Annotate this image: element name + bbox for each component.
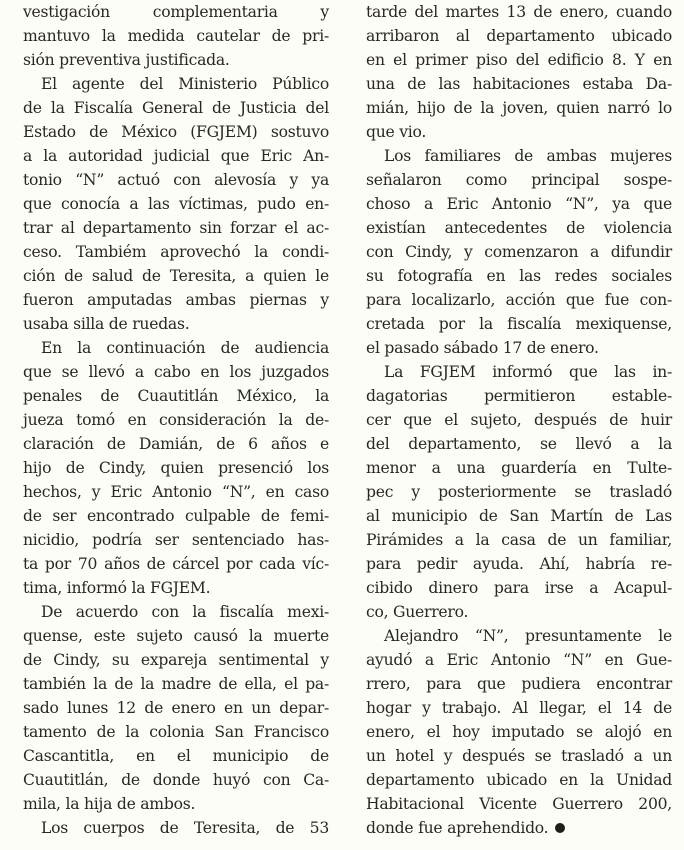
- text-line-content: sado lunes 12 de enero en un depar-: [23, 699, 329, 717]
- text-line-content: cretada por la fiscalía mexiquense,: [366, 315, 672, 333]
- article-column-left: [23, 0, 329, 840]
- text-line-content: Pirámides a la casa de un familiar,: [366, 531, 672, 549]
- text-line: [23, 96, 329, 120]
- text-line: [23, 816, 329, 840]
- text-line: [23, 144, 329, 168]
- text-line: [366, 120, 672, 144]
- text-line-content: cer que el sujeto, después de huir: [366, 411, 672, 429]
- text-line: [366, 216, 672, 240]
- text-line-content: quense, este sujeto causó la muerte: [23, 627, 329, 645]
- text-line-content: su fotografía en las redes sociales: [366, 267, 672, 285]
- text-line-content: de ser encontrado culpable de femi-: [23, 507, 329, 525]
- text-line: [366, 768, 672, 792]
- text-line: [366, 360, 672, 384]
- text-line: [366, 696, 672, 720]
- text-line: [366, 504, 672, 528]
- text-line-content: el pasado sábado 17 de enero.: [366, 339, 599, 357]
- text-line: [23, 528, 329, 552]
- text-line: [23, 456, 329, 480]
- text-line: [366, 600, 672, 624]
- text-line-content: nicidio, podría ser sentenciado has-: [23, 531, 329, 549]
- text-line-content: jueza tomó en consideración la de-: [23, 411, 329, 429]
- text-line: [23, 72, 329, 96]
- text-line: [23, 216, 329, 240]
- text-line-content: ayudó a Eric Antonio “N” en Gue-: [366, 651, 672, 669]
- text-line: [366, 816, 672, 840]
- text-line: [23, 360, 329, 384]
- text-line: [23, 696, 329, 720]
- text-line-content: enero, el hoy imputado se alojó en: [366, 723, 672, 741]
- text-line: [366, 744, 672, 768]
- text-line: [23, 600, 329, 624]
- text-line: [23, 312, 329, 336]
- text-line: [23, 672, 329, 696]
- text-line-content: mila, la hija de ambos.: [23, 795, 196, 813]
- text-line: [23, 480, 329, 504]
- text-line: [366, 72, 672, 96]
- text-line-content: de la Fiscalía General de Justicia del: [23, 99, 329, 117]
- text-line-content: claración de Damián, de 6 años e: [23, 435, 329, 453]
- text-line: [23, 792, 329, 816]
- text-line-content: tarde del martes 13 de enero, cuando: [366, 3, 672, 21]
- text-line-content: con Cindy, y comenzaron a difundir: [366, 243, 672, 261]
- text-line-content: tima, informó la FGJEM.: [23, 579, 211, 597]
- text-line-content: que vio.: [366, 123, 427, 141]
- text-line-content: ta por 70 años de cárcel por cada víc-: [23, 555, 329, 573]
- text-line-content: también la de la madre de ella, el pa-: [23, 675, 329, 693]
- text-line-content: hogar y trabajo. Al llegar, el 14 de: [366, 699, 672, 717]
- text-line: [366, 432, 672, 456]
- text-line-content: mián, hijo de la joven, quien narró lo: [366, 99, 672, 117]
- text-line: [366, 384, 672, 408]
- text-line-content: para pedir ayuda. Ahí, habría re-: [366, 555, 672, 573]
- text-line: [23, 504, 329, 528]
- text-line-content: ceso. Tambiém aprovechó la condi-: [23, 243, 329, 261]
- text-line-content: dagatorias permitieron estable-: [366, 387, 672, 405]
- text-line-content: En la continuación de audiencia: [41, 339, 329, 357]
- text-line-content: ción de salud de Teresita, a quien le: [23, 267, 329, 285]
- text-line-content: cibido dinero para irse a Acapul-: [366, 579, 672, 597]
- text-line-content: al municipio de San Martín de Las: [366, 507, 672, 525]
- text-line-content: señalaron como principal sospe-: [366, 171, 672, 189]
- text-line-content: La FGJEM informó que las in-: [384, 363, 672, 381]
- article-column-right: [366, 0, 672, 840]
- text-line-content: El agente del Ministerio Público: [41, 75, 329, 93]
- text-line-content: rrero, para que pudiera encontrar: [366, 675, 672, 693]
- text-line: [366, 336, 672, 360]
- text-line-content: arribaron al departamento ubicado: [366, 27, 672, 45]
- text-line-content: Cuautitlán, de donde huyó con Ca-: [23, 771, 329, 789]
- text-line: [23, 240, 329, 264]
- text-line-content: Los cuerpos de Teresita, de 53: [41, 819, 329, 837]
- text-line: [23, 624, 329, 648]
- text-line: [23, 24, 329, 48]
- text-line: [366, 48, 672, 72]
- end-of-article-bullet-icon: [555, 823, 565, 833]
- text-line: [366, 456, 672, 480]
- text-line: [23, 744, 329, 768]
- text-line-content: tonio “N” actuó con alevosía y ya: [23, 171, 329, 189]
- text-line-content: Habitacional Vicente Guerrero 200,: [366, 795, 672, 813]
- text-line-content: usaba silla de ruedas.: [23, 315, 190, 333]
- text-line: [23, 552, 329, 576]
- text-line: [23, 768, 329, 792]
- text-line-content: existían antecedentes de violencia: [366, 219, 672, 237]
- text-line: [366, 144, 672, 168]
- text-line: [23, 120, 329, 144]
- text-line: [366, 672, 672, 696]
- text-line-content: mantuvo la medida cautelar de pri-: [23, 27, 329, 45]
- text-line: [366, 0, 672, 24]
- text-line: [366, 792, 672, 816]
- text-line-content: co, Guerrero.: [366, 603, 469, 621]
- text-line: [366, 192, 672, 216]
- text-line-content: trar al departamento sin forzar el ac-: [23, 219, 329, 237]
- text-line: [366, 576, 672, 600]
- text-line: [366, 624, 672, 648]
- text-line: [23, 0, 329, 24]
- text-line-content: un hotel y después se trasladó a un: [366, 747, 672, 765]
- text-line-content: Estado de México (FGJEM) sostuvo: [23, 123, 329, 141]
- text-line: [366, 240, 672, 264]
- text-line-content: en el primer piso del edificio 8. Y en: [366, 51, 672, 69]
- text-line: [23, 288, 329, 312]
- text-line-content: del departamento, se llevó a la: [366, 435, 672, 453]
- text-line-content: penales de Cuautitlán México, la: [23, 387, 329, 405]
- text-line: [366, 288, 672, 312]
- text-line: [23, 168, 329, 192]
- text-line: [366, 408, 672, 432]
- text-line-content: vestigación complementaria y: [23, 3, 329, 21]
- text-line-content: choso a Eric Antonio “N”, ya que: [366, 195, 672, 213]
- text-line-content: hijo de Cindy, quien presenció los: [23, 459, 329, 477]
- text-line-content: hechos, y Eric Antonio “N”, en caso: [23, 483, 329, 501]
- text-line-content: sión preventiva justificada.: [23, 51, 230, 69]
- text-line-content: una de las habitaciones estaba Da-: [366, 75, 672, 93]
- text-line-content: a la autoridad judicial que Eric An-: [23, 147, 329, 165]
- text-line: [23, 408, 329, 432]
- text-line-content: Cascantitla, en el municipio de: [23, 747, 329, 765]
- text-line-content: menor a una guardería en Tulte-: [366, 459, 672, 477]
- text-line: [366, 96, 672, 120]
- text-line: [366, 312, 672, 336]
- text-line-content: fueron amputadas ambas piernas y: [23, 291, 329, 309]
- text-line: [23, 384, 329, 408]
- text-line: [366, 720, 672, 744]
- text-line: [23, 432, 329, 456]
- text-line-content: donde fue aprehendido.: [366, 819, 549, 837]
- text-line-content: pec y posteriormente se trasladó: [366, 483, 672, 501]
- text-line-content: De acuerdo con la fiscalía mexi-: [41, 603, 329, 621]
- text-line-content: que se llevó a cabo en los juzgados: [23, 363, 329, 381]
- text-line-content: que conocía a las víctimas, pudo en-: [23, 195, 329, 213]
- text-line: [23, 336, 329, 360]
- text-line: [366, 528, 672, 552]
- text-line: [366, 24, 672, 48]
- text-line-content: Los familiares de ambas mujeres: [384, 147, 672, 165]
- text-line: [23, 576, 329, 600]
- text-line: [366, 168, 672, 192]
- text-line: [23, 48, 329, 72]
- text-line: [23, 648, 329, 672]
- text-line-content: para localizarlo, acción que fue con-: [366, 291, 672, 309]
- text-line-content: departamento ubicado en la Unidad: [366, 771, 672, 789]
- text-line: [23, 264, 329, 288]
- text-line: [366, 552, 672, 576]
- text-line-content: tamento de la colonia San Francisco: [23, 723, 329, 741]
- text-line-content: de Cindy, su expareja sentimental y: [23, 651, 329, 669]
- text-line: [23, 720, 329, 744]
- text-line: [23, 192, 329, 216]
- text-line: [366, 648, 672, 672]
- text-line: [366, 264, 672, 288]
- text-line: [366, 480, 672, 504]
- text-line-content: Alejandro “N”, presuntamente le: [384, 627, 672, 645]
